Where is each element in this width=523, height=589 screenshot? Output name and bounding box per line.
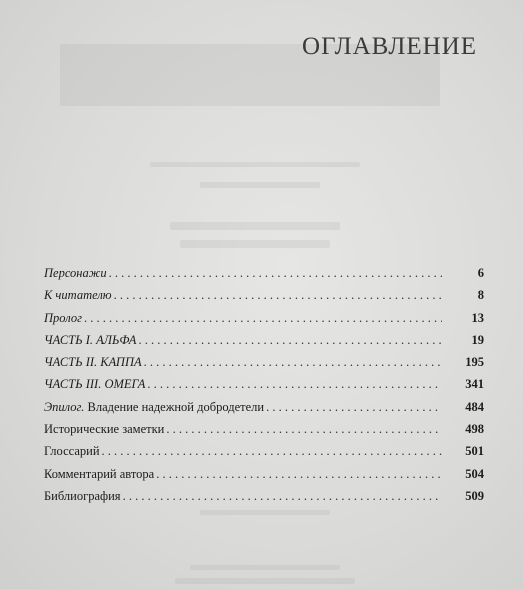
toc-entry-label: ЧАСТЬ I. АЛЬФА: [44, 332, 137, 347]
toc-entry-label: [44, 400, 266, 415]
toc-leader-dots: [166, 422, 442, 437]
table-of-contents: [44, 266, 484, 511]
toc-entry-epilogue[interactable]: [44, 400, 484, 422]
toc-leader-dots: [147, 377, 442, 392]
toc-entry-label-rest: Владение надежной добродетели: [84, 399, 265, 414]
toc-entry-label-prefix: Эпилог.: [44, 399, 85, 414]
toc-leader-dots: [123, 489, 442, 504]
toc-entry-bibliography[interactable]: [44, 489, 484, 511]
toc-entry-historical-notes[interactable]: [44, 422, 484, 444]
toc-page-number: 509: [465, 488, 484, 503]
toc-entry-characters[interactable]: [44, 266, 484, 288]
bleed-through-line: [200, 182, 320, 188]
toc-page-number: 484: [465, 399, 484, 414]
toc-page-number: 501: [465, 444, 484, 459]
bleed-through-line: [175, 578, 355, 584]
toc-entry-label: Библиография: [44, 488, 121, 503]
toc-entry-glossary[interactable]: [44, 444, 484, 466]
toc-leader-dots: [109, 266, 442, 281]
toc-entry-label: Комментарий автора: [44, 466, 155, 481]
toc-entry-part-2[interactable]: [44, 355, 484, 377]
toc-page-number: 13: [471, 310, 484, 325]
toc-entry-prologue[interactable]: [44, 311, 484, 333]
toc-page-number: 195: [465, 355, 484, 370]
toc-page-number: 498: [465, 422, 484, 437]
bleed-through-line: [170, 222, 340, 230]
bleed-through-line: [190, 565, 340, 570]
toc-leader-dots: [266, 400, 442, 415]
toc-page-number: 341: [465, 377, 484, 392]
toc-entry-label: Персонажи: [44, 266, 107, 280]
toc-entry-part-1[interactable]: [44, 333, 484, 355]
toc-page-number: 8: [477, 288, 484, 303]
toc-page-number: 6: [477, 266, 484, 280]
toc-page-number: 19: [471, 332, 484, 347]
toc-leader-dots: [114, 288, 442, 303]
bleed-through-line: [150, 162, 360, 167]
toc-entry-label: Исторические заметки: [44, 422, 165, 437]
toc-entry-label: Пролог: [44, 310, 82, 325]
toc-leader-dots: [156, 467, 442, 482]
page-title: ОГЛАВЛЕНИЕ: [302, 33, 477, 60]
toc-leader-dots: [138, 333, 442, 348]
toc-entry-label: Глоссарий: [44, 444, 100, 459]
toc-entry-label: К читателю: [44, 288, 112, 303]
toc-leader-dots: [144, 355, 442, 370]
toc-entry-label: ЧАСТЬ II. КАППА: [44, 355, 142, 370]
toc-entry-label: ЧАСТЬ III. ОМЕГА: [44, 377, 146, 392]
toc-entry-part-3[interactable]: [44, 377, 484, 399]
toc-leader-dots: [84, 311, 442, 326]
toc-entry-to-reader[interactable]: [44, 288, 484, 310]
toc-leader-dots: [102, 444, 442, 459]
toc-page-number: 504: [465, 466, 484, 481]
bleed-through-line: [180, 240, 330, 248]
toc-entry-author-commentary[interactable]: [44, 467, 484, 489]
